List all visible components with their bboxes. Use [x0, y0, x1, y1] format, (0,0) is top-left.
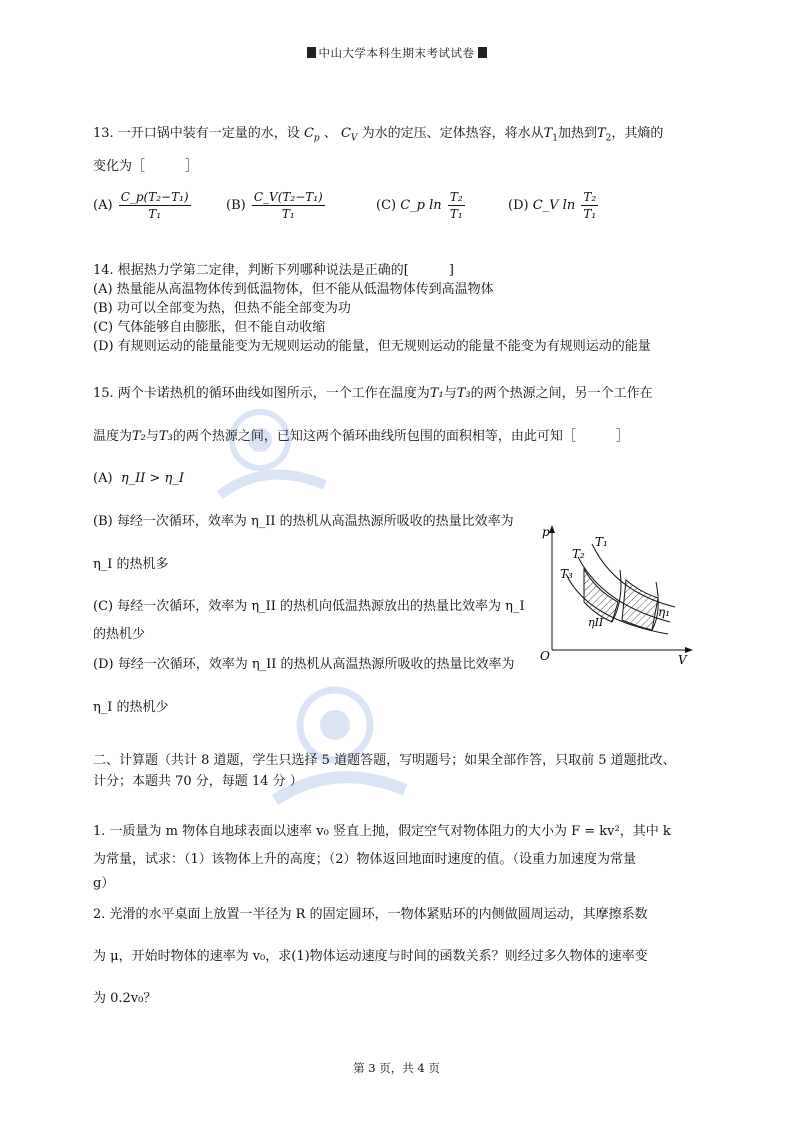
q13-option-b-label: (B): [226, 198, 246, 213]
q15-text-2-mid: 与: [145, 429, 159, 444]
problem1-line3: g）: [93, 876, 115, 891]
q13-option-b-den: T₁: [281, 207, 295, 221]
q15-t2: T₂: [132, 429, 146, 444]
q15-option-b-line1[interactable]: (B) 每经一次循环，效率为 η_II 的热机从高温热源所吸收的热量比效率为: [93, 514, 514, 529]
watermark-logo: [205, 400, 335, 520]
q13-bracket-close: ］: [185, 159, 199, 174]
q15-text-1-mid: 与: [443, 386, 457, 401]
q13-cp-sub: p: [313, 133, 320, 144]
q14-bracket-close: ]: [448, 263, 454, 278]
problem1-line2: 为常量，试求：（1）该物体上升的高度；（2）物体返回地面时速度的值。（设重力加速度为常量: [93, 852, 637, 867]
q13-text-end: ，其熵的: [611, 126, 664, 141]
q14-stem: [93, 262, 454, 280]
q15-option-a-expr: η_II > η_I: [120, 471, 184, 486]
q13-cv-sub: V: [350, 133, 358, 144]
page-header: [0, 45, 793, 61]
p-axis-arrow: [549, 525, 555, 533]
q15-t3: T₃: [456, 386, 471, 401]
q13-option-a-num: C_p(T₂−T₁): [120, 190, 189, 204]
q13-option-c[interactable]: [376, 190, 467, 221]
q13-option-d[interactable]: [508, 190, 600, 221]
q15-text-1-end: 的两个热源之间，另一个工作在: [470, 386, 653, 401]
label-eta1: η₁: [658, 605, 670, 619]
q13-cv: C: [340, 126, 351, 141]
q13-option-c-label: (C): [376, 198, 397, 213]
q15-option-d-line2[interactable]: η_I 的热机少: [93, 700, 169, 715]
q13-cp: C: [303, 126, 314, 141]
section2-heading-line2: 计分；本题共 70 分，每题 14 分 ）: [93, 774, 303, 789]
header-block-right: [478, 47, 487, 58]
q15-text-2-end: 的两个热源之间，已知这两个循环曲线所包围的面积相等，由此可知［: [172, 429, 576, 444]
q15-t3-b: T₃: [158, 429, 173, 444]
q13-stem-line2: [93, 158, 198, 176]
q15-option-b-line2[interactable]: η_I 的热机多: [93, 557, 169, 572]
cycle-eta-ii: [584, 569, 618, 622]
q15-bracket-close: ］: [615, 429, 629, 444]
q13-option-a-label: (A): [93, 198, 113, 213]
q15-option-d-line1[interactable]: (D) 每经一次循环，效率为 η_II 的热机从高温热源所吸收的热量比效率为: [93, 657, 515, 672]
q15-stem-line1: [93, 385, 653, 403]
label-t2: T₂: [572, 547, 585, 561]
q15-stem-line2: [93, 428, 629, 446]
q13-option-d-label: (D): [508, 198, 529, 213]
q14-option-c[interactable]: (C) 气体能够自由膨胀，但不能自动收缩: [93, 320, 326, 335]
header-block-left: [307, 47, 316, 58]
section2-heading-line1: 二、计算题（共计 8 道题，学生只选择 5 道题答题，写明题号；如果全部作答，只取前 5 道题批改、: [93, 753, 676, 768]
q13-text: 13. 一开口锅中装有一定量的水，设: [93, 126, 300, 141]
carnot-pv-diagram: [540, 522, 700, 667]
q14-option-a[interactable]: (A) 热量能从高温物体传到低温物体，但不能从低温物体传到高温物体: [93, 282, 494, 297]
v-label: V: [678, 653, 687, 667]
q15-option-c-line2[interactable]: 的热机少: [93, 627, 146, 642]
q15-text-1: 15. 两个卡诺热机的循环曲线如图所示，一个工作在温度为: [93, 386, 430, 401]
q13-option-c-pre: C_p ln: [400, 198, 442, 213]
q13-t2-sub: 2: [605, 133, 612, 144]
q15-text-2: 温度为: [93, 429, 133, 444]
q13-option-b-num: C_V(T₂−T₁): [253, 190, 323, 204]
q13-option-d-den: T₁: [583, 207, 597, 221]
q15-option-c-line1[interactable]: (C) 每经一次循环，效率为 η_II 的热机向低温热源放出的热量比效率为 η_I: [93, 599, 525, 614]
origin-label: O: [540, 649, 550, 663]
q13-option-d-num: T₂: [583, 190, 597, 204]
q13-sep: 、: [323, 126, 337, 141]
problem2-line3: 为 0.2v₀？: [93, 991, 157, 1006]
q15-option-a[interactable]: [93, 470, 184, 488]
q13-option-c-num: T₂: [449, 190, 463, 204]
q13-stem-line1: [93, 125, 663, 148]
q13-text-mid: 为水的定压、定体热容，将水从: [361, 126, 544, 141]
q13-option-b[interactable]: [226, 190, 327, 221]
q13-text-2: 变化为［: [93, 159, 146, 174]
q13-option-a[interactable]: [93, 190, 193, 221]
q14-stem-text: 14. 根据热力学第二定律，判断下列哪种说法是正确的[: [93, 263, 409, 278]
q13-t1-sub: 1: [552, 133, 558, 144]
q14-option-b[interactable]: (B) 功可以全部变为热，但热不能全部变为功: [93, 301, 351, 316]
header-title: 中山大学本科生期末考试试卷: [318, 46, 475, 60]
cycle-eta-i: [622, 580, 658, 630]
label-t3: T₃: [560, 567, 573, 581]
q13-option-a-den: T₁: [148, 207, 162, 221]
q14-option-d[interactable]: (D) 有规则运动的能量能变为无规则运动的能量，但无规则运动的能量不能变为有规则运动的能量: [93, 339, 651, 354]
p-label: p: [542, 525, 550, 539]
problem2-line1: 2. 光滑的水平桌面上放置一半径为 R 的固定圆环，一物体紧贴环的内侧做圆周运动，其摩擦系数: [93, 907, 648, 922]
q13-text-mid2: 加热到: [557, 126, 597, 141]
q13-option-c-den: T₁: [449, 207, 463, 221]
problem2-line2: 为 μ，开始时物体的速率为 v₀，求(1)物体运动速度与时间的函数关系？则经过多久物体的速率变: [93, 949, 648, 964]
page-footer: 第 3 页，共 4 页: [353, 1061, 440, 1075]
q15-t1: T₁: [429, 386, 444, 401]
q15-option-a-label: (A): [93, 471, 113, 486]
q13-t2: T: [597, 126, 606, 141]
q13-option-d-pre: C_V ln: [532, 198, 576, 213]
label-eta2: ηII: [588, 616, 604, 629]
label-t1: T₁: [595, 535, 608, 549]
problem1-line1: 1. 一质量为 m 物体自地球表面以速率 v₀ 竖直上抛，假定空气对物体阻力的大小为 F = kv²，其中 k: [93, 824, 671, 839]
q13-t1: T: [543, 126, 553, 141]
